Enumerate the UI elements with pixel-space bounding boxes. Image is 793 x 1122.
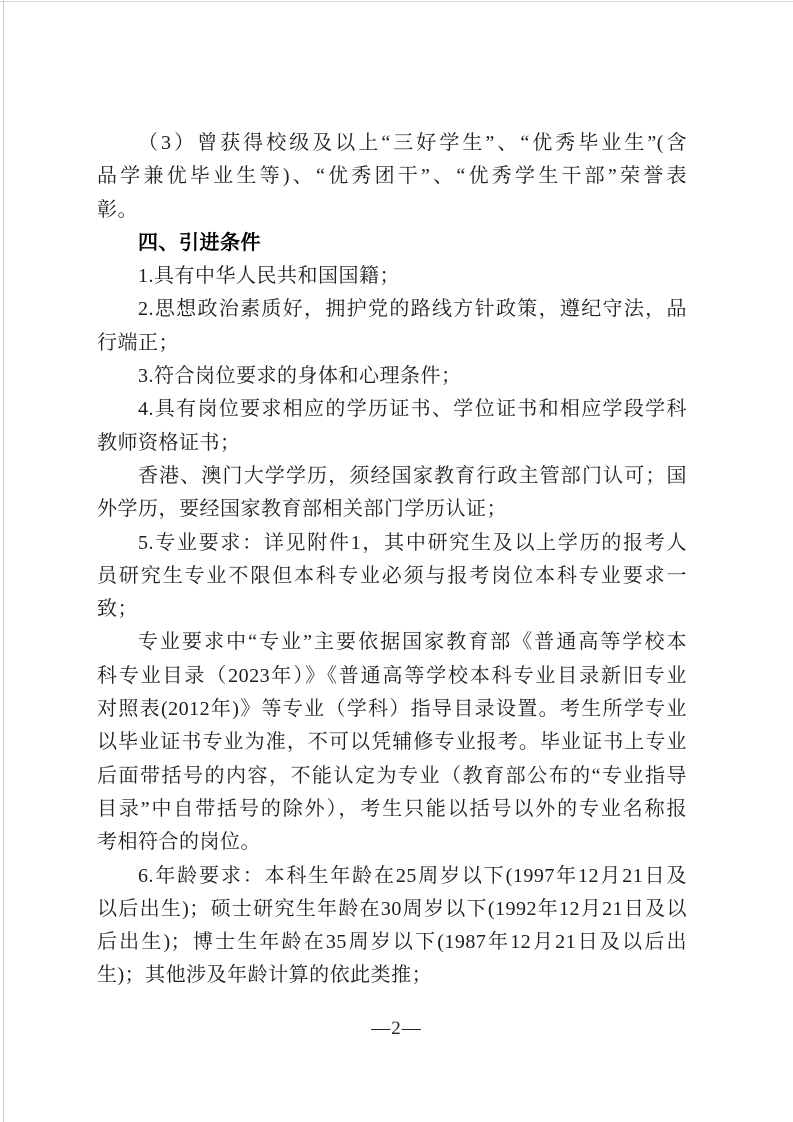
text-line: 对照表(2012年)》等专业（学科）指导目录设置。考生所学专业 <box>97 698 687 721</box>
text-line: 品学兼优毕业生等)、“优秀团干”、“优秀学生干部”荣誉表 <box>97 165 687 188</box>
text-line: 生)；其他涉及年龄计算的依此类推； <box>97 964 433 987</box>
text-line: 香港、澳门大学学历，须经国家教育行政主管部门认可；国 <box>138 464 687 487</box>
text-line: 后面带括号的内容，不能认定为专业（教育部公布的“专业指导 <box>97 764 687 787</box>
text-line: 员研究生专业不限但本科专业必须与报考岗位本科专业要求一 <box>97 564 687 587</box>
text-line: 行端正； <box>97 331 179 354</box>
text-line: 目录”中自带括号的除外），考生只能以括号以外的专业名称报 <box>97 797 687 820</box>
text-line: 后出生)；博士生年龄在35周岁以下(1987年12月21日及以后出 <box>97 931 687 954</box>
paragraph <box>97 293 687 360</box>
paragraph <box>97 360 687 393</box>
text-line: 3.符合岗位要求的身体和心理条件； <box>138 365 462 388</box>
paragraph <box>97 393 687 460</box>
text-line: 彰。 <box>97 198 138 221</box>
document-body <box>97 127 687 993</box>
text-line: （3）曾获得校级及以上“三好学生”、“优秀毕业生”(含 <box>138 132 687 154</box>
paragraph <box>97 127 687 227</box>
paragraph <box>97 260 687 293</box>
paragraph <box>97 460 687 527</box>
text-line: 外学历，要经国家教育部相关部门学历认证； <box>97 498 507 521</box>
text-line: 教师资格证书； <box>97 431 241 454</box>
heading-line: 四、引进条件 <box>138 231 261 254</box>
paragraph <box>97 527 687 627</box>
text-line: 6.年龄要求：本科生年龄在25周岁以下(1997年12月21日及 <box>138 864 687 887</box>
page-left-edge-line <box>3 0 4 1122</box>
text-line: 致； <box>97 598 138 621</box>
section-heading <box>97 227 687 260</box>
text-line: 科专业目录（2023年）》《普通高等学校本科专业目录新旧专业 <box>97 664 687 687</box>
text-line: 专业要求中“专业”主要依据国家教育部《普通高等学校本 <box>138 631 687 654</box>
paragraph <box>97 626 687 859</box>
text-line: 1.具有中华人民共和国国籍； <box>138 265 400 288</box>
text-line: 以毕业证书专业为准，不可以凭辅修专业报考。毕业证书上专业 <box>97 731 687 754</box>
text-line: 考相符合的岗位。 <box>97 831 261 854</box>
text-line: 4.具有岗位要求相应的学历证书、学位证书和相应学段学科 <box>138 398 687 421</box>
text-line: 5.专业要求：详见附件1，其中研究生及以上学历的报考人 <box>138 531 687 554</box>
page-number: —2— <box>371 1018 422 1039</box>
page-top-edge-line <box>0 1 793 2</box>
text-line: 2.思想政治素质好，拥护党的路线方针政策，遵纪守法，品 <box>138 298 687 321</box>
paragraph <box>97 860 687 993</box>
text-line: 以后出生)；硕士研究生年龄在30周岁以下(1992年12月21日及以 <box>97 897 687 920</box>
